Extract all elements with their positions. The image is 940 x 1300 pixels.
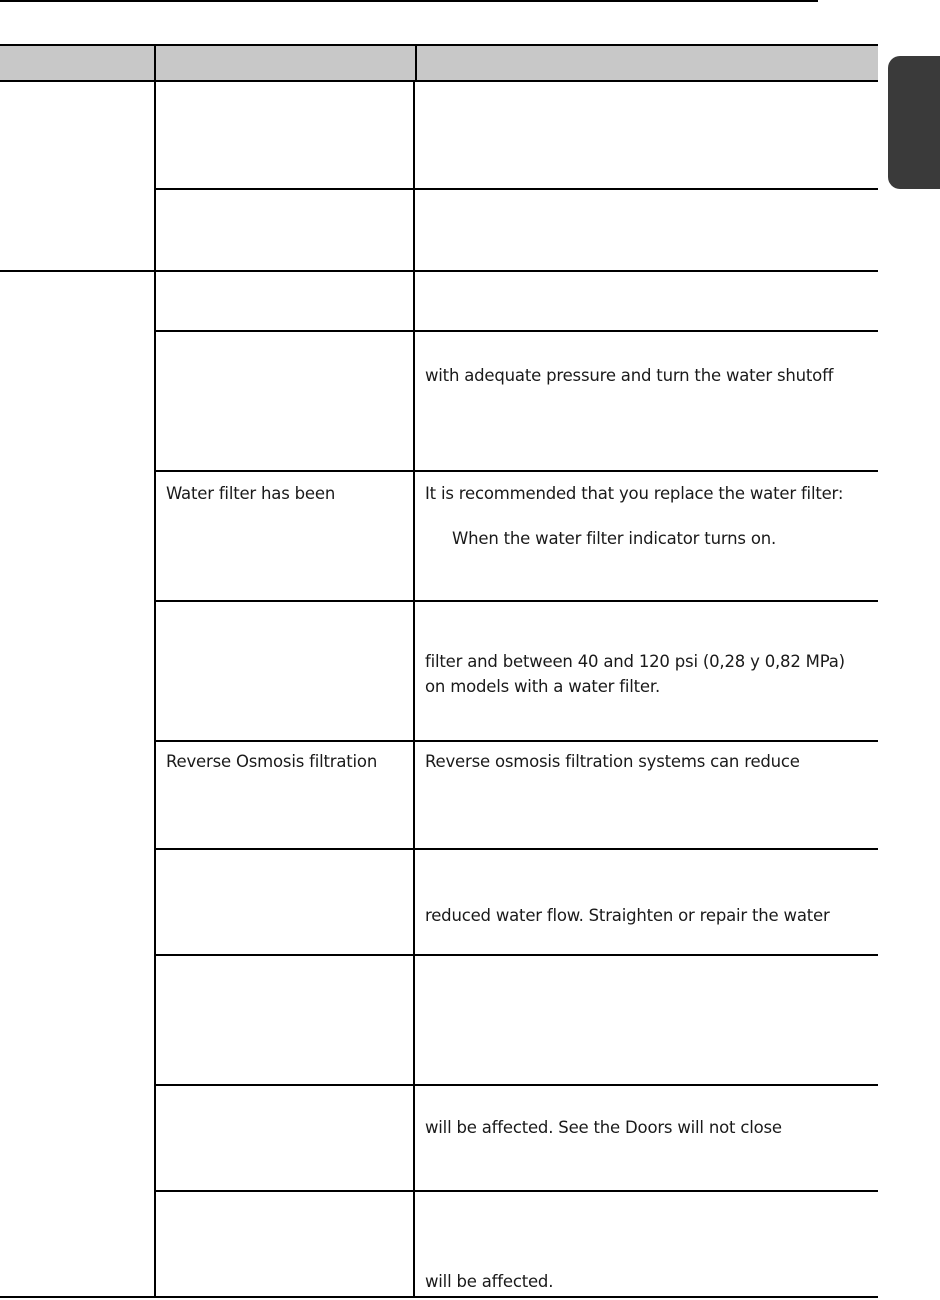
solution-cell	[415, 742, 878, 848]
cause-text: Reverse Osmosis filtration	[166, 752, 378, 771]
header-solution-column	[415, 46, 417, 80]
solution-cell	[415, 272, 878, 330]
solution-cell	[415, 82, 878, 188]
table-row	[154, 1086, 878, 1192]
table-row	[154, 472, 878, 602]
solution-text: on models with a water filter.	[425, 677, 660, 696]
table-row	[154, 850, 878, 956]
top-rule	[0, 0, 818, 2]
cause-text: Water filter has been	[166, 484, 336, 503]
cause-cell	[154, 190, 415, 270]
problem-group-divider	[0, 270, 154, 272]
bottom-rule	[0, 1296, 878, 1298]
cause-cell	[154, 602, 415, 740]
solution-text: will be affected.	[425, 1272, 554, 1291]
cause-cell	[154, 956, 415, 1084]
table-row	[154, 190, 878, 272]
solution-text: reduced water flow. Straighten or repair the water	[425, 906, 830, 925]
table-row	[154, 1192, 878, 1298]
table-row	[154, 82, 878, 190]
table-row	[154, 742, 878, 850]
solution-cell	[415, 472, 878, 600]
table-row	[154, 956, 878, 1086]
solution-cell	[415, 956, 878, 1084]
table-row	[154, 272, 878, 332]
solution-cell	[415, 332, 878, 470]
solution-text: will be affected. See the Doors will not close	[425, 1118, 782, 1137]
cause-cell	[154, 82, 415, 188]
table-row	[154, 332, 878, 472]
table-row	[154, 602, 878, 742]
header-cause-column	[154, 46, 156, 80]
solution-text: with adequate pressure and turn the water shutoff	[425, 366, 834, 385]
solution-cell	[415, 602, 878, 740]
solution-text: Reverse osmosis filtration systems can reduce	[425, 752, 800, 771]
cause-cell	[154, 1086, 415, 1190]
solution-cell	[415, 190, 878, 270]
cause-cell	[154, 272, 415, 330]
solution-cell	[415, 850, 878, 954]
solution-text: When the water filter indicator turns on.	[452, 529, 777, 548]
solution-cell	[415, 1086, 878, 1190]
solution-cell	[415, 1192, 878, 1298]
solution-text: filter and between 40 and 120 psi (0,28 y 0,82 MPa)	[425, 652, 845, 671]
table-header	[0, 44, 878, 82]
cause-cell	[154, 1192, 415, 1298]
cause-cell	[154, 332, 415, 470]
solution-text: It is recommended that you replace the water filter:	[425, 484, 844, 503]
cause-cell	[154, 472, 415, 600]
cause-cell	[154, 850, 415, 954]
cause-cell	[154, 742, 415, 848]
language-side-tab	[888, 56, 940, 189]
